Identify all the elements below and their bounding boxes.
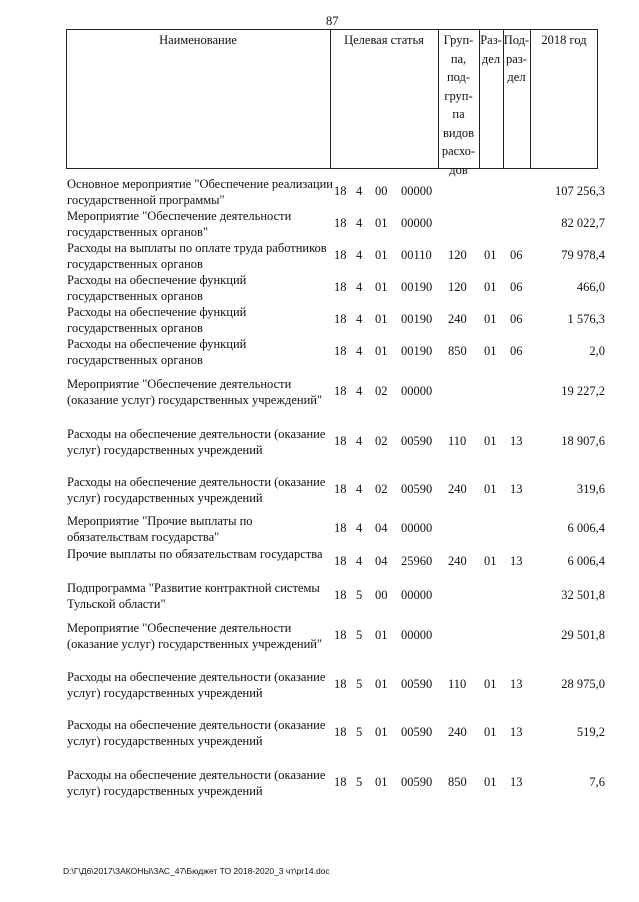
row-name: Расходы на обеспечение деятельности (оказание услуг) государственных учреждений (67, 475, 326, 505)
razdel-code: 01 (484, 554, 497, 568)
header-group (438, 31, 479, 179)
code-direction: 00190 (401, 312, 433, 326)
row-name: Расходы на выплаты по оплате труда работников государственных органов (67, 241, 327, 271)
page-number: 87 (326, 14, 339, 28)
group-code: 850 (448, 775, 467, 789)
podrazdel-code: 06 (510, 280, 523, 294)
code-direction: 00000 (401, 588, 433, 602)
amount: 19 227,2 (561, 384, 605, 398)
code-program: 18 (334, 775, 347, 789)
amount: 6 006,4 (567, 521, 605, 535)
code-program: 18 (334, 216, 347, 230)
podrazdel-code: 13 (510, 482, 523, 496)
code-subprogram: 4 (356, 554, 363, 568)
code-program: 18 (334, 248, 347, 262)
code-event: 04 (375, 554, 388, 568)
amount: 7,6 (589, 775, 605, 789)
code-direction: 00190 (401, 280, 433, 294)
divider (530, 29, 531, 169)
code-program: 18 (334, 482, 347, 496)
group-code: 240 (448, 482, 467, 496)
code-event: 01 (375, 677, 388, 691)
amount: 29 501,8 (561, 628, 605, 642)
code-program: 18 (334, 344, 347, 358)
code-event: 01 (375, 248, 388, 262)
file-path-footer: D:\Г\Д6\2017\ЗАКОНЫ\ЗАС_47\Бюджет ТО 2018-2020_3 чт\pr14.doc (63, 866, 330, 876)
razdel-code: 01 (484, 312, 497, 326)
header-razdel-line: Раз- (480, 33, 502, 47)
podrazdel-code: 13 (510, 725, 523, 739)
row-name: Мероприятие "Обеспечение деятельности государственных органов" (67, 209, 292, 239)
header-podrazdel-line: Под- (503, 33, 530, 47)
header-razdel (479, 31, 503, 68)
amount: 1 576,3 (567, 312, 605, 326)
row-name: Расходы на обеспечение деятельности (оказание услуг) государственных учреждений (67, 718, 326, 748)
code-direction: 00190 (401, 344, 433, 358)
amount: 2,0 (589, 344, 605, 358)
header-group-line: па (452, 107, 465, 121)
header-razdel-line: дел (481, 51, 501, 66)
code-program: 18 (334, 184, 347, 198)
code-direction: 00000 (401, 521, 433, 535)
code-event: 01 (375, 280, 388, 294)
amount: 79 978,4 (561, 248, 605, 262)
podrazdel-code: 13 (510, 677, 523, 691)
code-subprogram: 5 (356, 677, 363, 691)
code-event: 01 (375, 725, 388, 739)
row-name: Расходы на обеспечение функций государственных органов (67, 337, 247, 367)
code-program: 18 (334, 521, 347, 535)
code-direction: 25960 (401, 554, 433, 568)
razdel-code: 01 (484, 248, 497, 262)
code-direction: 00590 (401, 775, 433, 789)
group-code: 240 (448, 554, 467, 568)
podrazdel-code: 06 (510, 312, 523, 326)
amount: 6 006,4 (567, 554, 605, 568)
row-name: Прочие выплаты по обязательствам государства (67, 547, 323, 561)
razdel-code: 01 (484, 344, 497, 358)
code-event: 01 (375, 628, 388, 642)
code-subprogram: 5 (356, 628, 363, 642)
code-program: 18 (334, 384, 347, 398)
code-event: 02 (375, 384, 388, 398)
row-name: Мероприятие "Обеспечение деятельности (оказание услуг) государственных учреждений" (67, 377, 323, 407)
razdel-code: 01 (484, 677, 497, 691)
code-event: 01 (375, 344, 388, 358)
code-program: 18 (334, 554, 347, 568)
code-program: 18 (334, 725, 347, 739)
header-podrazdel-line: дел (507, 70, 526, 84)
amount: 18 907,6 (561, 434, 605, 448)
amount: 466,0 (576, 280, 605, 294)
header-podrazdel-line: раз- (506, 51, 527, 66)
code-event: 00 (375, 588, 388, 602)
group-code: 240 (448, 312, 467, 326)
code-subprogram: 4 (356, 521, 363, 535)
header-group-line: па, (450, 51, 467, 66)
razdel-code: 01 (484, 434, 497, 448)
code-event: 01 (375, 312, 388, 326)
row-name: Расходы на обеспечение деятельности (оказание услуг) государственных учреждений (67, 768, 326, 798)
header-podrazdel (503, 31, 530, 87)
code-event: 02 (375, 482, 388, 496)
code-subprogram: 5 (356, 775, 363, 789)
header-year: 2018 год (541, 33, 587, 47)
code-direction: 00590 (401, 725, 433, 739)
code-subprogram: 4 (356, 384, 363, 398)
group-code: 110 (448, 434, 467, 448)
header-name: Наименование (159, 33, 237, 47)
group-code: 120 (448, 248, 467, 262)
podrazdel-code: 13 (510, 434, 523, 448)
row-name: Расходы на обеспечение деятельности (оказание услуг) государственных учреждений (67, 427, 326, 457)
code-program: 18 (334, 628, 347, 642)
row-name: Расходы на обеспечение функций государственных органов (67, 273, 247, 303)
code-subprogram: 5 (356, 588, 363, 602)
row-name: Мероприятие "Прочие выплаты по обязательствам государства" (67, 514, 253, 544)
podrazdel-code: 06 (510, 344, 523, 358)
header-group-line: дов (449, 162, 468, 177)
code-direction: 00590 (401, 434, 433, 448)
code-direction: 00000 (401, 628, 433, 642)
code-subprogram: 4 (356, 280, 363, 294)
code-direction: 00000 (401, 384, 433, 398)
amount: 28 975,0 (561, 677, 605, 691)
code-subprogram: 4 (356, 184, 363, 198)
divider (330, 29, 331, 169)
group-code: 120 (448, 280, 467, 294)
row-name: Расходы на обеспечение деятельности (оказание услуг) государственных учреждений (67, 670, 326, 700)
header-group-line: Груп- (443, 33, 474, 47)
row-name: Подпрограмма "Развитие контрактной системы Тульской области" (67, 581, 320, 611)
code-subprogram: 5 (356, 725, 363, 739)
code-event: 02 (375, 434, 388, 448)
row-name: Основное мероприятие "Обеспечение реализации государственной программы" (67, 177, 333, 207)
code-direction: 00000 (401, 184, 433, 198)
amount: 32 501,8 (561, 588, 605, 602)
razdel-code: 01 (484, 725, 497, 739)
razdel-code: 01 (484, 775, 497, 789)
code-direction: 00590 (401, 482, 433, 496)
code-subprogram: 4 (356, 434, 363, 448)
code-direction: 00110 (401, 248, 432, 262)
code-program: 18 (334, 280, 347, 294)
code-event: 01 (375, 775, 388, 789)
podrazdel-code: 06 (510, 248, 523, 262)
code-program: 18 (334, 434, 347, 448)
podrazdel-code: 13 (510, 775, 523, 789)
header-group-line: видов (442, 125, 475, 140)
podrazdel-code: 13 (510, 554, 523, 568)
row-name: Мероприятие "Обеспечение деятельности (оказание услуг) государственных учреждений" (67, 621, 323, 651)
code-subprogram: 4 (356, 344, 363, 358)
group-code: 850 (448, 344, 467, 358)
amount: 107 256,3 (555, 184, 605, 198)
code-subprogram: 4 (356, 248, 363, 262)
code-program: 18 (334, 677, 347, 691)
header-target: Целевая статья (344, 33, 424, 47)
code-subprogram: 4 (356, 312, 363, 326)
header-group-line: расхо- (441, 144, 476, 158)
amount: 519,2 (576, 725, 605, 739)
razdel-code: 01 (484, 280, 497, 294)
code-direction: 00590 (401, 677, 433, 691)
group-code: 110 (448, 677, 467, 691)
razdel-code: 01 (484, 482, 497, 496)
code-event: 04 (375, 521, 388, 535)
code-subprogram: 4 (356, 482, 363, 496)
code-program: 18 (334, 588, 347, 602)
amount: 319,6 (576, 482, 605, 496)
code-program: 18 (334, 312, 347, 326)
code-direction: 00000 (401, 216, 433, 230)
header-group-line: под- (446, 70, 471, 84)
group-code: 240 (448, 725, 467, 739)
code-event: 00 (375, 184, 388, 198)
code-subprogram: 4 (356, 216, 363, 230)
row-name: Расходы на обеспечение функций государственных органов (67, 305, 247, 335)
amount: 82 022,7 (561, 216, 605, 230)
header-group-line: груп- (444, 88, 473, 103)
code-event: 01 (375, 216, 388, 230)
